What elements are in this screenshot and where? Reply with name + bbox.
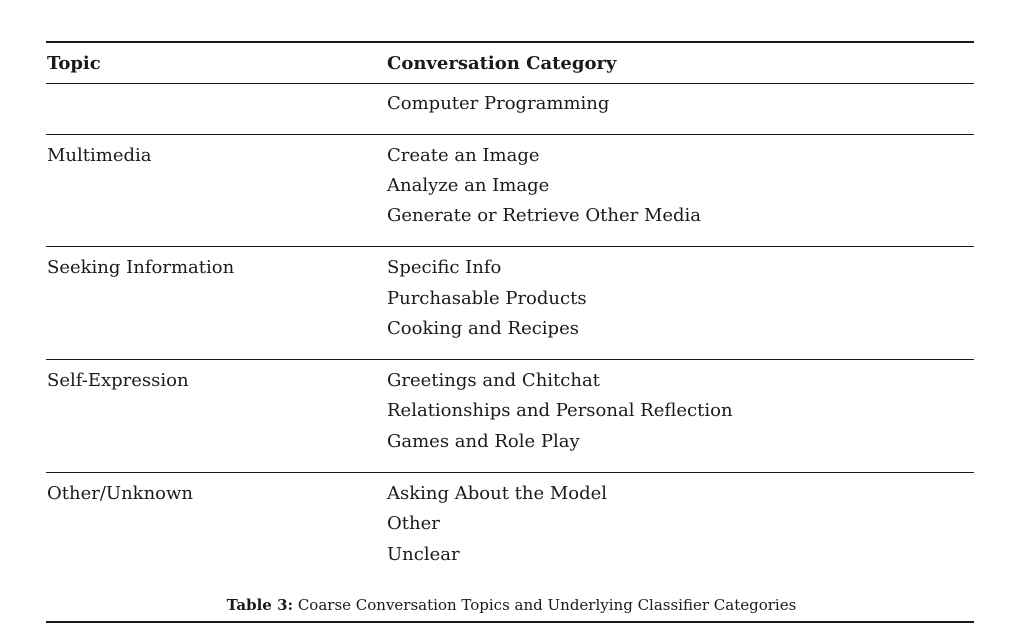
category-cell: Other (387, 513, 440, 534)
header-rule (46, 83, 974, 84)
caption-text: Coarse Conversation Topics and Underlying Classifier Categories (297, 596, 797, 614)
table-caption (0, 594, 1023, 616)
group-topic: Other/Unknown (47, 483, 194, 504)
category-cell: Specific Info (387, 257, 502, 278)
category-cell: Create an Image (387, 145, 540, 166)
caption-label: Table 3: (226, 596, 294, 614)
group-topic: Self-Expression (47, 370, 189, 391)
category-cell: Games and Role Play (387, 431, 580, 452)
group-divider (46, 246, 974, 247)
category-cell: Computer Programming (387, 93, 610, 114)
category-cell: Unclear (387, 544, 460, 565)
group-divider (46, 359, 974, 360)
group-topic: Seeking Information (47, 257, 235, 278)
top-rule (46, 41, 974, 43)
category-cell: Cooking and Recipes (387, 318, 579, 339)
group-topic: Multimedia (47, 145, 152, 166)
header-topic: Topic (47, 53, 101, 74)
category-cell: Analyze an Image (387, 175, 550, 196)
group-divider (46, 472, 974, 473)
category-cell: Generate or Retrieve Other Media (387, 205, 702, 226)
header-category: Conversation Category (387, 53, 617, 74)
group-divider (46, 134, 974, 135)
bottom-rule (46, 621, 974, 623)
category-cell: Asking About the Model (387, 483, 608, 504)
category-cell: Relationships and Personal Reflection (387, 400, 733, 421)
category-cell: Greetings and Chitchat (387, 370, 600, 391)
category-cell: Purchasable Products (387, 288, 587, 309)
